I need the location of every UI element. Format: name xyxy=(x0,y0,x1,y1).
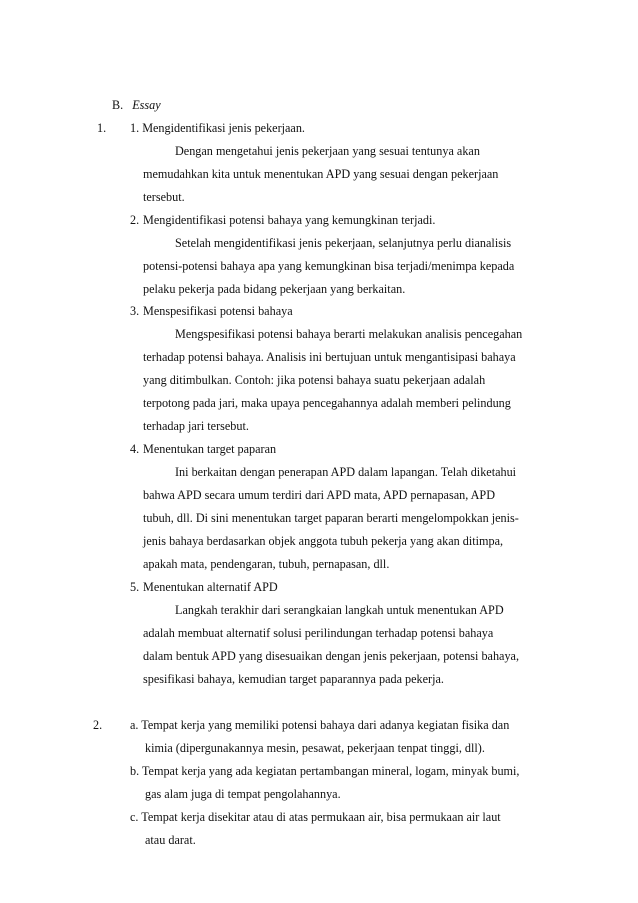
item-3-title: Menspesifikasi potensi bahaya xyxy=(143,304,293,318)
item-5-line: spesifikasi bahaya, kemudian target paparannya pada pekerja. xyxy=(143,672,444,686)
q2-line: kimia (dipergunakannya mesin, pesawat, pekerjaan tenpat tinggi, dll). xyxy=(145,741,485,755)
item-4-title: Menentukan target paparan xyxy=(143,442,277,456)
q2-line: gas alam juga di tempat pengolahannya. xyxy=(145,787,341,801)
item-5-line: dalam bentuk APD yang disesuaikan dengan jenis pekerjaan, potensi bahaya, xyxy=(143,649,520,663)
q2-line: c. Tempat kerja disekitar atau di atas permukaan air, bisa permukaan air laut xyxy=(130,810,501,824)
item-4-line: apakah mata, pendengaran, tubuh, pernapasan, dll. xyxy=(143,557,390,571)
item-2-line: Setelah mengidentifikasi jenis pekerjaan, selanjutnya perlu dianalisis xyxy=(175,236,512,250)
item-5-number: 5. xyxy=(130,580,140,594)
item-4-number: 4. xyxy=(130,442,140,456)
item-4-line: bahwa APD secara umum terdiri dari APD mata, APD pernapasan, APD xyxy=(143,488,496,502)
q2-line: a. Tempat kerja yang memiliki potensi bahaya dari adanya kegiatan fisika dan xyxy=(130,718,510,732)
item-4-line: jenis bahaya berdasarkan objek anggota tubuh pekerja yang akan ditimpa, xyxy=(143,534,504,548)
section-letter: B. xyxy=(112,98,124,112)
item-5-line: Langkah terakhir dari serangkaian langkah untuk menentukan APD xyxy=(175,603,504,617)
item-1-line: Dengan mengetahui jenis pekerjaan yang sesuai tentunya akan xyxy=(175,144,480,158)
question-1-number: 1. xyxy=(97,121,107,135)
item-1-line: tersebut. xyxy=(143,190,185,204)
item-2-line: potensi-potensi bahaya apa yang kemungkinan bisa terjadi/menimpa kepada xyxy=(143,259,515,273)
item-3-line: Mengspesifikasi potensi bahaya berarti melakukan analisis pencegahan xyxy=(175,327,523,341)
item-4-line: Ini berkaitan dengan penerapan APD dalam lapangan. Telah diketahui xyxy=(175,465,517,479)
item-3-line: yang ditimbulkan. Contoh: jika potensi bahaya suatu pekerjaan adalah xyxy=(143,373,486,387)
item-3-line: terhadap jari tersebut. xyxy=(143,419,249,433)
item-1-title: 1. Mengidentifikasi jenis pekerjaan. xyxy=(130,121,305,135)
item-1-line: memudahkan kita untuk menentukan APD yang sesuai dengan pekerjaan xyxy=(143,167,499,181)
item-3-line: terhadap potensi bahaya. Analisis ini bertujuan untuk mengantisipasi bahaya xyxy=(143,350,516,364)
section-title: Essay xyxy=(132,98,161,112)
item-2-line: pelaku pekerja pada bidang pekerjaan yang berkaitan. xyxy=(143,282,406,296)
item-3-number: 3. xyxy=(130,304,140,318)
item-2-title: Mengidentifikasi potensi bahaya yang kemungkinan terjadi. xyxy=(143,213,436,227)
item-2-number: 2. xyxy=(130,213,140,227)
q2-line: b. Tempat kerja yang ada kegiatan pertambangan mineral, logam, minyak bumi, xyxy=(130,764,520,778)
item-5-line: adalah membuat alternatif solusi perilindungan terhadap potensi bahaya xyxy=(143,626,494,640)
section-heading xyxy=(112,97,161,113)
question-2-number: 2. xyxy=(93,718,103,732)
item-3-line: terpotong pada jari, maka upaya pencegahannya adalah memberi pelindung xyxy=(143,396,511,410)
item-4-line: tubuh, dll. Di sini menentukan target paparan berarti mengelompokkan jenis- xyxy=(143,511,519,525)
q2-line: atau darat. xyxy=(145,833,196,847)
item-5-title: Menentukan alternatif APD xyxy=(143,580,278,594)
